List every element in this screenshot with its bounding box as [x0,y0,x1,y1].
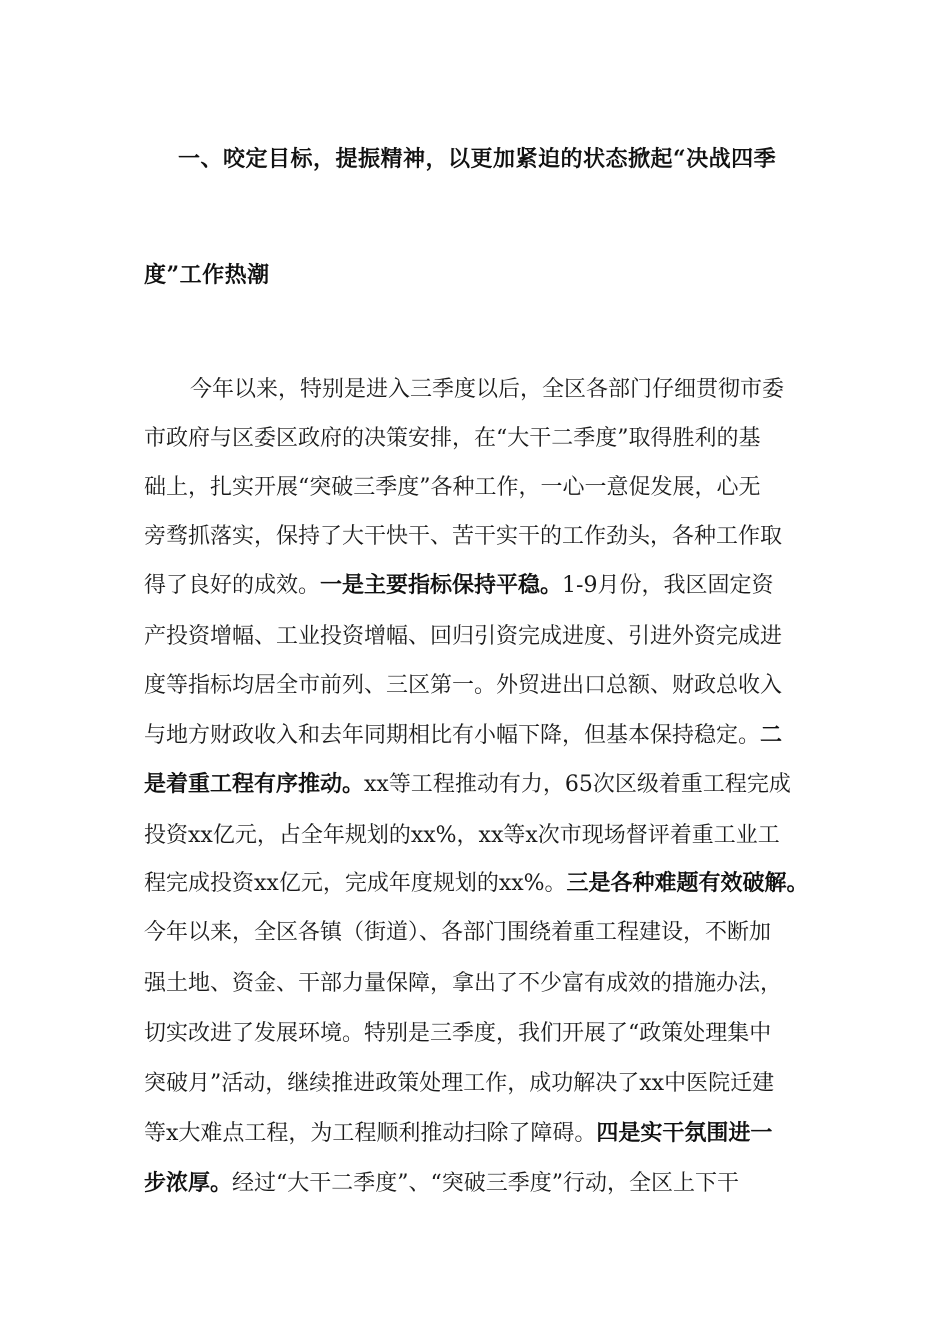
paragraph-text: 1-9月份，我区固定资 [562,573,774,598]
paragraph-line-17 [144,1166,739,1197]
paragraph-line-11 [144,866,809,897]
key-point-1: 一是主要指标保持平稳。 [320,572,563,598]
paragraph-line-9 [144,767,791,798]
section-heading-line-1: 一、咬定目标，提振精神，以更加紧迫的状态掀起“决战四季 [178,146,777,172]
paragraph-line-6: 产投资增幅、工业投资增幅、回归引资完成进度、引进外资完成进 [144,624,783,649]
paragraph-text: 得了良好的成效。 [144,573,321,598]
key-point-4: 四是实干氛围进一 [596,1120,773,1146]
paragraph-line-1: 今年以来，特别是进入三季度以后，全区各部门仔细贯彻市委 [190,377,785,402]
paragraph-line-8 [144,718,782,749]
paragraph-line-13: 强土地、资金、干部力量保障，拿出了不少富有成效的措施办法， [144,971,783,996]
key-point-4-end: 步浓厚。 [144,1170,233,1196]
key-point-2-start: 二 [760,722,783,748]
paragraph-line-3: 础上，扎实开展“突破三季度”各种工作，一心一意促发展，心无 [144,475,761,500]
paragraph-line-14: 切实改进了发展环境。特别是三季度，我们开展了“政策处理集中 [144,1021,772,1046]
paragraph-line-7: 度等指标均居全市前列、三区第一。外贸进出口总额、财政总收入 [144,673,783,698]
paragraph-line-5 [144,568,773,599]
key-point-3: 三是各种难题有效破解。 [566,870,809,896]
paragraph-line-4: 旁骛抓落实，保持了大干快干、苦干实干的工作劲头，各种工作取 [144,524,783,549]
paragraph-text: xx等工程推动有力，65次区级着重工程完成 [364,772,791,797]
section-heading-line-2: 度”工作热潮 [144,262,270,288]
paragraph-line-2: 市政府与区委区政府的决策安排，在“大干二季度”取得胜利的基 [144,426,761,451]
key-point-2: 是着重工程有序推动。 [144,771,365,797]
paragraph-text: 经过“大干二季度”、“突破三季度”行动，全区上下干 [232,1171,740,1196]
paragraph-line-10: 投资xx亿元，占全年规划的xx%，xx等x次市现场督评着重工业工 [144,823,780,848]
paragraph-text: 等x大难点工程，为工程顺利推动扫除了障碍。 [144,1121,597,1146]
paragraph-text: 程完成投资xx亿元，完成年度规划的xx%。 [144,871,567,896]
paragraph-text: 与地方财政收入和去年同期相比有小幅下降，但基本保持稳定。 [144,723,761,748]
paragraph-line-15: 突破月”活动，继续推进政策处理工作，成功解决了xx中医院迁建 [144,1071,775,1096]
paragraph-line-16 [144,1116,772,1147]
paragraph-line-12: 今年以来，全区各镇（街道）、各部门围绕着重工程建设，不断加 [144,920,772,945]
